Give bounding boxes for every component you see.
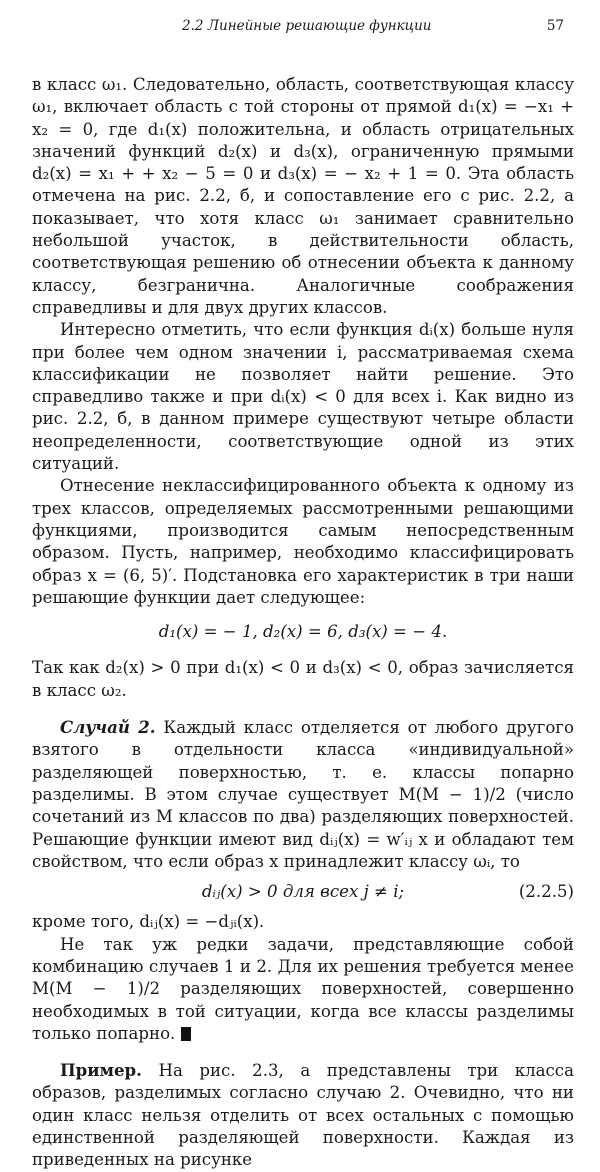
paragraph-5: кроме того, dᵢⱼ(x) = −dⱼᵢ(x). [32, 912, 265, 932]
case-2-text: Каждый класс отделяется от любого другого взятого в отдельности класса «индивидуальной» разделяющей поверхностью, т. е. классы попарно разделимы. В этом случае существует M(M − 1)/2 (число сочетаний из M классов по два) разделяющих поверхностей. Решающие функции имеют вид dᵢⱼ(x) = w′ᵢⱼ x и обладают тем свойством, что если образ x принадлежит классу ωᵢ, то [32, 718, 574, 871]
equation-2-2-5-body: dᵢⱼ(x) > 0 для всех j ≠ i; [201, 882, 405, 902]
equation-number: (2.2.5) [518, 882, 574, 902]
example-text: На рис. 2.3, а представлены три класса образов, разделимых согласно случаю 2. Очевидно, что ни один класс нельзя отделить от всех остальных с помощью единственной разделяющей поверхности. Каждая из приведенных на рисунке [32, 1061, 574, 1170]
page-header [32, 18, 574, 44]
paragraph-6 [32, 934, 574, 1045]
spacer [32, 1045, 574, 1059]
running-head: 2.2 Линейные решающие функции [182, 18, 432, 34]
case-2-label: Случай 2. [60, 717, 156, 738]
paragraph-3: Отнесение неклассифицированного объекта к одному из трех классов, определяемых рассмотренными решающими функциями, производится самым непосредственным образом. Пусть, например, необходимо классифицировать образ x = (6, 5)′. Подстановка его характеристик в три наши решающие функции дает следующее: [32, 476, 574, 607]
paragraph-1: в класс ω₁. Следовательно, область, соответствующая классу ω₁, включает область с той стороны от прямой d₁(x) = −x₁ + x₂ = 0, где d₁(x) положительна, и область отрицательных значений функций d₂(x) и d₃(x), ограниченную прямыми d₂(x) = x₁ + + x₂ − 5 = 0 и d₃(x) = − x₂ + 1 = 0. Эта область отмечена на рис. 2.2, б, и сопоставление его с рис. 2.2, а показывает, что хотя класс ω₁ занимает сравнительно небольшой участок, в действительности область, соответствующая решению об отнесении объекта к данному классу, безгранична. Аналогичные соображения справедливы и для двух других классов. [32, 75, 574, 317]
example-label: Пример. [60, 1060, 142, 1081]
spacer [32, 702, 574, 716]
paragraph-4: Так как d₂(x) > 0 при d₁(x) < 0 и d₃(x) < 0, образ зачисляется в класс ω₂. [32, 658, 574, 700]
equation-2-2-5 [32, 881, 574, 903]
paragraph-2: Интересно отметить, что если функция dᵢ(x) больше нуля при более чем одном значении i, рассматриваемая схема классификации не позволяет найти решение. Это справедливо также и при dᵢ(x) < 0 для всех i. Как видно из рис. 2.2, б, в данном примере существуют четыре области неопределенности, соответствующие одной из этих ситуаций. [32, 320, 574, 474]
page-number: 57 [546, 18, 564, 34]
case-2-paragraph [32, 716, 574, 873]
equation-values: d₁(x) = − 1, d₂(x) = 6, d₃(x) = − 4. [158, 622, 448, 642]
paragraph-6-text: Не так уж редки задачи, представляющие собой комбинацию случаев 1 и 2. Для их решения требуется менее M(M − 1)/2 разделяющих поверхностей, совершенно необходимых в той ситуации, когда все классы разделимы только попарно. [32, 934, 574, 1043]
example-paragraph [32, 1059, 574, 1171]
end-of-proof-mark [181, 1027, 191, 1041]
